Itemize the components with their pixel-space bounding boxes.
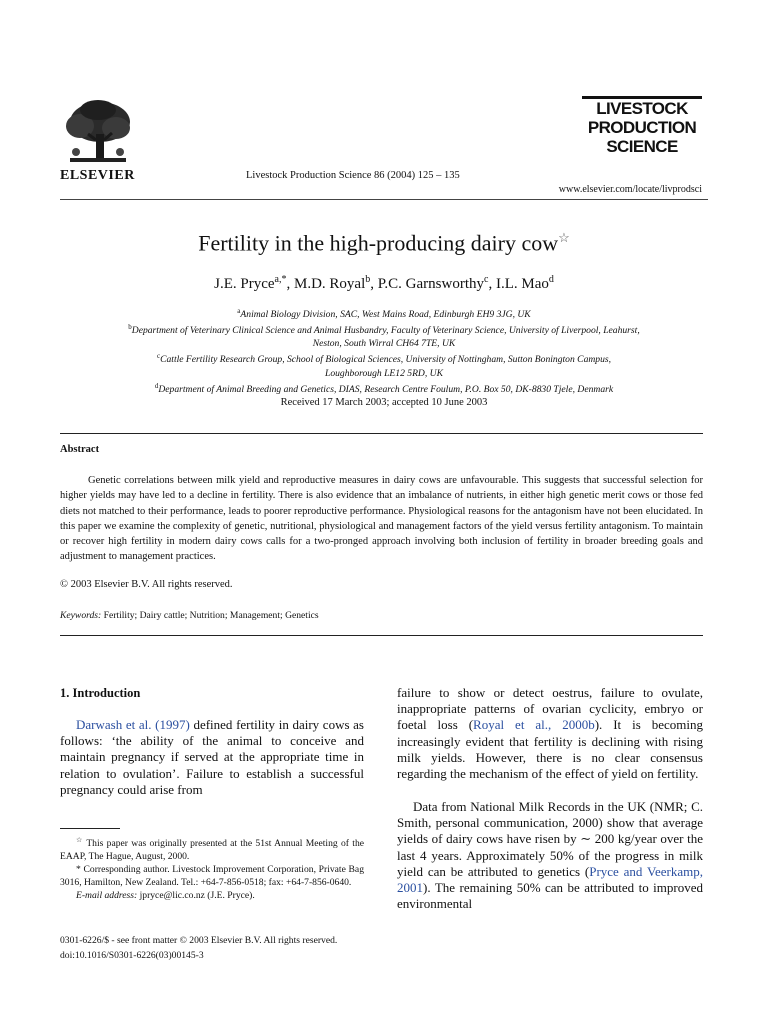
keywords-list: Fertility; Dairy cattle; Nutrition; Management; Genetics <box>103 610 319 621</box>
article-title: Fertility in the high-producing dairy cow <box>198 230 559 256</box>
author-2-affil[interactable]: b <box>365 274 371 285</box>
footnotes <box>60 834 364 902</box>
author-list <box>0 274 768 293</box>
author-3-affil[interactable]: c <box>484 274 489 285</box>
affiliations <box>60 305 708 396</box>
citation-link[interactable]: Royal et al., 2000b <box>473 717 595 733</box>
footnote-email <box>60 889 364 902</box>
affiliation-c <box>60 350 708 366</box>
author-2: M.D. Royal <box>293 276 366 292</box>
keywords-label: Keywords: <box>60 610 102 621</box>
author-4-affil[interactable]: d <box>548 274 554 285</box>
footnote-2 <box>60 863 364 889</box>
affiliation-text: Department of Veterinary Clinical Science and Animal Husbandry, Faculty of Veterinary Science, University of Liverpool, Leahurst, <box>131 325 640 337</box>
footnote-rule <box>60 828 120 829</box>
paragraph-text: ). The remaining 50% can be attributed to improved environmental <box>397 880 703 912</box>
author-separator: , <box>286 276 294 292</box>
author-separator: , <box>488 276 496 292</box>
affiliation-d <box>60 380 708 396</box>
affiliation-mark: a <box>237 307 241 315</box>
star-footnote-mark-icon: ☆ <box>76 836 84 844</box>
intro-right-paragraph-2 <box>397 799 703 912</box>
star-footnote-mark-icon[interactable]: ☆ <box>558 230 570 245</box>
logo-line-3: SCIENCE <box>606 137 678 156</box>
paragraph-text: defined fertility in dairy cows as follows: ‘the ability of the animal to conceive and maintain pregnancy if served at the appropriate time in relation to ovulation’. Failure to establish a successful pregnancy could arise from <box>60 717 364 797</box>
affiliation-mark: c <box>156 352 161 361</box>
citation-link[interactable]: Darwash et al. (1997) <box>76 717 190 732</box>
affiliation-c-cont: Loughborough LE12 5RD, UK <box>325 367 443 379</box>
received-dates: Received 17 March 2003; accepted 10 June 2003 <box>280 397 488 408</box>
abstract-bottom-rule <box>60 635 703 636</box>
logo-line-2: PRODUCTION <box>587 118 697 137</box>
email-address[interactable]: jpryce@lic.co.nz (J.E. Pryce). <box>137 890 255 902</box>
affiliation-mark: b <box>128 323 132 332</box>
logo-line-1: LIVESTOCK <box>596 99 688 118</box>
citation-link[interactable]: Pryce and Veerkamp, 2001 <box>397 863 703 896</box>
intro-right-paragraph-1 <box>397 685 703 782</box>
asterisk-mark: * <box>76 864 81 876</box>
keywords <box>60 610 319 621</box>
author-1: J.E. Pryce <box>214 276 275 292</box>
affiliation-text: Animal Biology Division, SAC, West Mains Road, Edinburgh EH9 3JG, UK <box>240 309 531 321</box>
author-1-affil[interactable]: a,* <box>274 274 287 285</box>
abstract-text: Genetic correlations between milk yield and reproductive measures in dairy cows are unfavourable. This suggests that successful selection for higher yields may have led to a decline in fertility. There is also evidence that an imbalance of nutrients, in either high genetic merit cows or those fed diets not matched to their performance, leads to poorer reproductive performance. Physiological reasons for the antagonism have not been elucidated. In this paper we examine the complexity of genetic, nutritional, physiological and management factors of the yield versus fertility antagonism. To maintain or recover high fertility in modern dairy cows calls for a two-pronged approach involving both inclusion of fertility in broader breeding goals and adjustment to management practices. <box>60 475 703 563</box>
elsevier-tree-logo-icon <box>60 96 136 168</box>
paragraph-text: failure to show or detect oestrus, failure to ovulate, inappropriate patterns of ovarian cyclicity, embryo or foetal loss ( <box>397 685 703 733</box>
section-heading-introduction: 1. Introduction <box>60 686 141 700</box>
doi-line[interactable]: doi:10.1016/S0301-6226(03)00145-3 <box>60 950 204 961</box>
author-separator: , <box>370 276 378 292</box>
footnote-1 <box>60 834 364 863</box>
paragraph-text: Data from National Milk Records in the UK (NMR; C. Smith, personal communication, 2000) show that average yields of dairy cows have risen by ∼ 200 kg/year over the last 4 years. Approximately 50% of the progress in milk yield can be attributed to genetics ( <box>397 799 703 879</box>
abstract-copyright: © 2003 Elsevier B.V. All rights reserved. <box>60 579 233 590</box>
affiliation-a <box>60 305 708 321</box>
abstract-heading: Abstract <box>60 444 100 455</box>
header-divider <box>60 199 708 200</box>
footnote-text: Corresponding author. Livestock Improvement Corporation, Private Bag 3016, Hamilton, New Zealand. Tel.: +64-7-856-0518; fax: +64-7-856-0640. <box>60 864 364 889</box>
author-3: P.C. Garnsworthy <box>377 276 484 292</box>
journal-logo <box>582 96 702 156</box>
paragraph-text: ). It is becoming increasingly evident that fertility is declining with rising milk yields. However, there is no clear consensus regarding the mechanism of the effect of yield on fertility. <box>397 717 703 782</box>
publisher-name: ELSEVIER <box>60 168 135 183</box>
front-matter-info <box>60 933 337 963</box>
author-4: I.L. Mao <box>495 276 549 292</box>
intro-paragraph-1 <box>60 717 364 798</box>
affiliation-text: Department of Animal Breeding and Genetics, DIAS, Research Centre Foulum, P.O. Box 50, DK-8830 Tjele, Denmark <box>158 383 614 395</box>
affiliation-b-cont: Neston, South Wirral CH64 7TE, UK <box>312 338 456 350</box>
affiliation-b <box>60 321 708 337</box>
journal-url[interactable]: www.elsevier.com/locate/livprodsci <box>558 184 702 195</box>
affiliation-text: Cattle Fertility Research Group, School of Biological Sciences, University of Nottingham, Sutton Bonington Campus, <box>160 354 612 366</box>
email-label: E-mail address: <box>76 890 138 902</box>
abstract-top-rule <box>60 433 703 434</box>
footnote-text: This paper was originally presented at the 51st Annual Meeting of the EAAP, The Hague, August, 2000. <box>60 838 365 863</box>
issn-line: 0301-6226/$ - see front matter © 2003 Elsevier B.V. All rights reserved. <box>60 935 338 946</box>
article-title-block <box>0 230 768 256</box>
journal-reference: Livestock Production Science 86 (2004) 125 – 135 <box>246 170 460 181</box>
affiliation-mark: d <box>154 381 159 390</box>
